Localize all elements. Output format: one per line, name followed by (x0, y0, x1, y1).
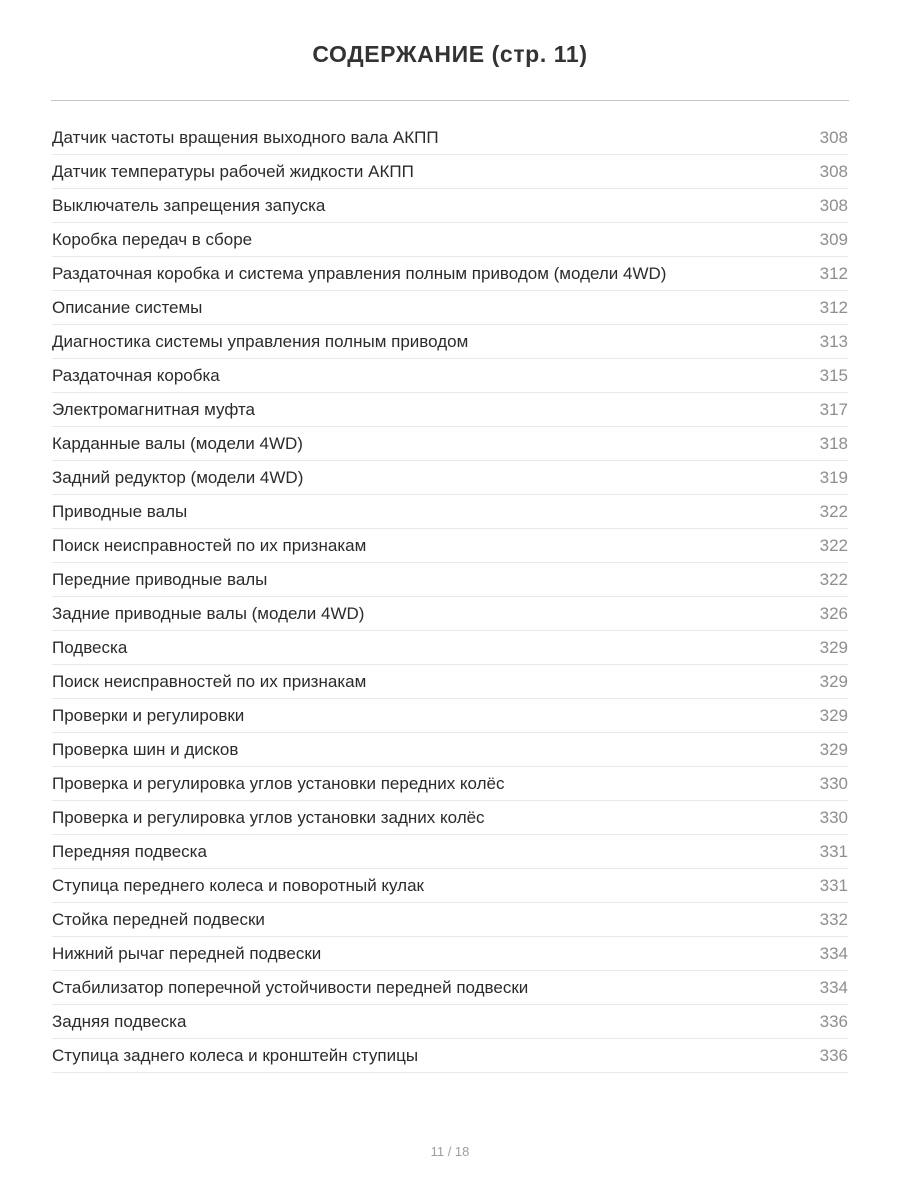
toc-entry-row (52, 325, 848, 359)
toc-entry-page-number: 334 (819, 977, 848, 997)
toc-entry-label: Поиск неисправностей по их признакам (52, 535, 367, 555)
toc-entry-label: Раздаточная коробка и система управления полным приводом (модели 4WD) (52, 263, 667, 283)
toc-entry-page-number: 318 (819, 433, 848, 453)
toc-entry-label: Нижний рычаг передней подвески (52, 943, 322, 963)
toc-entry-row (52, 733, 848, 767)
toc-entry-page-number: 329 (819, 671, 848, 691)
toc-entry-page-number: 336 (819, 1045, 848, 1065)
toc-entry-label: Описание системы (52, 297, 203, 317)
toc-entry-row (52, 869, 848, 903)
toc-entry-row (52, 189, 848, 223)
toc-entry-label: Ступица заднего колеса и кронштейн ступицы (52, 1045, 419, 1065)
toc-entry-label: Задние приводные валы (модели 4WD) (52, 603, 365, 623)
toc-entry-page-number: 322 (819, 535, 848, 555)
toc-entry-label: Проверка и регулировка углов установки задних колёс (52, 807, 485, 827)
toc-entry-label: Передние приводные валы (52, 569, 268, 589)
toc-entry-page-number: 322 (819, 501, 848, 521)
page-indicator: 11 / 18 (430, 1144, 470, 1159)
toc-entry-row (52, 631, 848, 665)
toc-entry-label: Поиск неисправностей по их признакам (52, 671, 367, 691)
title-divider (51, 100, 849, 101)
toc-entry-page-number: 308 (819, 195, 848, 215)
toc-entry-label: Ступица переднего колеса и поворотный кулак (52, 875, 424, 895)
toc-entry-row (52, 155, 848, 189)
toc-entry-row (52, 495, 848, 529)
toc-entry-label: Передняя подвеска (52, 841, 207, 861)
toc-entry-label: Датчик частоты вращения выходного вала АКПП (52, 127, 439, 147)
toc-entry-page-number: 312 (819, 297, 848, 317)
toc-entry-row (52, 597, 848, 631)
toc-entry-row (52, 359, 848, 393)
toc-entry-label: Задняя подвеска (52, 1011, 187, 1031)
toc-entry-page-number: 326 (819, 603, 848, 623)
toc-entry-row (52, 971, 848, 1005)
toc-entry-page-number: 330 (819, 807, 848, 827)
toc-entry-label: Диагностика системы управления полным приводом (52, 331, 469, 351)
toc-entry-page-number: 308 (819, 127, 848, 147)
toc-entry-label: Карданные валы (модели 4WD) (52, 433, 303, 453)
toc-entry-row (52, 563, 848, 597)
toc-entry-row (52, 903, 848, 937)
toc-entry-page-number: 317 (819, 399, 848, 419)
toc-list (52, 121, 848, 1073)
toc-entry-page-number: 322 (819, 569, 848, 589)
toc-entry-row (52, 937, 848, 971)
toc-entry-row (52, 257, 848, 291)
toc-entry-page-number: 329 (819, 739, 848, 759)
toc-entry-label: Проверка шин и дисков (52, 739, 239, 759)
toc-entry-page-number: 331 (819, 875, 848, 895)
toc-entry-page-number: 329 (819, 637, 848, 657)
toc-entry-label: Приводные валы (52, 501, 188, 521)
toc-entry-row (52, 529, 848, 563)
toc-entry-page-number: 315 (819, 365, 848, 385)
toc-entry-label: Коробка передач в сборе (52, 229, 253, 249)
toc-entry-row (52, 291, 848, 325)
toc-entry-row (52, 665, 848, 699)
toc-entry-page-number: 313 (819, 331, 848, 351)
toc-entry-label: Раздаточная коробка (52, 365, 220, 385)
toc-entry-page-number: 334 (819, 943, 848, 963)
toc-entry-row (52, 427, 848, 461)
toc-entry-row (52, 835, 848, 869)
toc-entry-label: Электромагнитная муфта (52, 399, 255, 419)
toc-entry-row (52, 699, 848, 733)
toc-entry-label: Проверки и регулировки (52, 705, 245, 725)
toc-entry-page-number: 309 (819, 229, 848, 249)
toc-entry-row (52, 801, 848, 835)
toc-entry-row (52, 461, 848, 495)
toc-entry-row (52, 223, 848, 257)
toc-entry-label: Стабилизатор поперечной устойчивости передней подвески (52, 977, 529, 997)
toc-entry-label: Стойка передней подвески (52, 909, 265, 929)
toc-entry-page-number: 329 (819, 705, 848, 725)
toc-entry-page-number: 319 (819, 467, 848, 487)
toc-entry-row (52, 1005, 848, 1039)
toc-entry-page-number: 336 (819, 1011, 848, 1031)
toc-entry-label: Проверка и регулировка углов установки передних колёс (52, 773, 505, 793)
toc-entry-label: Выключатель запрещения запуска (52, 195, 326, 215)
toc-entry-page-number: 308 (819, 161, 848, 181)
toc-entry-row (52, 121, 848, 155)
toc-entry-page-number: 330 (819, 773, 848, 793)
toc-entry-row (52, 393, 848, 427)
toc-entry-page-number: 331 (819, 841, 848, 861)
toc-entry-label: Задний редуктор (модели 4WD) (52, 467, 304, 487)
toc-entry-page-number: 332 (819, 909, 848, 929)
toc-entry-row (52, 767, 848, 801)
toc-entry-label: Датчик температуры рабочей жидкости АКПП (52, 161, 414, 181)
toc-entry-label: Подвеска (52, 637, 128, 657)
page-title: СОДЕРЖАНИЕ (стр. 11) (312, 41, 588, 67)
toc-entry-page-number: 312 (819, 263, 848, 283)
toc-entry-row (52, 1039, 848, 1073)
